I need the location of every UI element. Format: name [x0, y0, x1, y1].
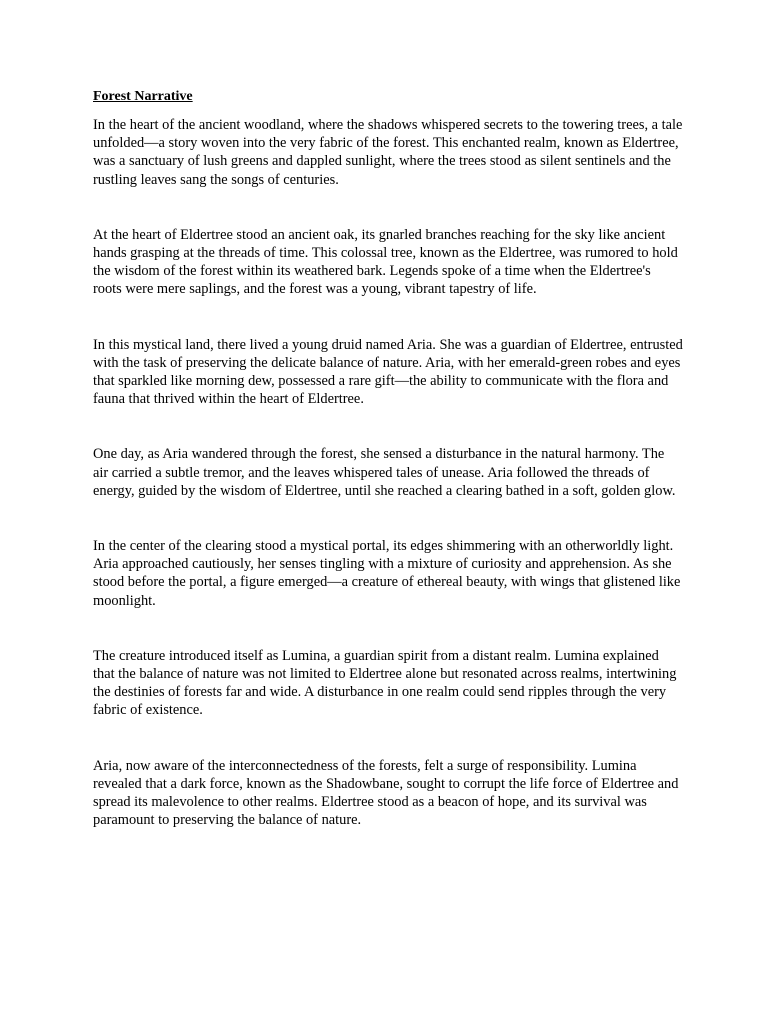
paragraph-6: The creature introduced itself as Lumina, a guardian spirit from a distant realm. Lumina explained that the balance of nature was not limited to Eldertree alone but resonated across realms, intertwining the destinies of forests far and wide. A disturbance in one realm could send ripples through the very fabric of existence.	[93, 647, 677, 719]
paragraph-7: Aria, now aware of the interconnectedness of the forests, felt a surge of responsibility. Lumina revealed that a dark force, known as the Shadowbane, sought to corrupt the life force of Eldertree and spread its malevolence to other realms. Eldertree stood as a beacon of hope, and its survival was paramount to preserving the balance of nature.	[93, 757, 679, 829]
paragraph-4: One day, as Aria wandered through the forest, she sensed a disturbance in the natural harmony. The air carried a subtle tremor, and the leaves whispered tales of unease. Aria followed the threads of energy, guided by the wisdom of Eldertree, until she reached a clearing bathed in a soft, golden glow.	[93, 446, 676, 499]
document-page	[93, 88, 683, 866]
paragraph-2: At the heart of Eldertree stood an ancient oak, its gnarled branches reaching for the sky like ancient hands grasping at the threads of time. This colossal tree, known as the Eldertree, was rumored to hold the wisdom of the forest within its weathered bark. Legends spoke of a time when the Eldertree's roots were mere saplings, and the forest was a young, vibrant tapestry of life.	[93, 226, 678, 298]
paragraph-5: In the center of the clearing stood a mystical portal, its edges shimmering with an otherworldly light. Aria approached cautiously, her senses tingling with a mixture of curiosity and apprehension. As she stood before the portal, a figure emerged—a creature of ethereal beauty, with wings that glistened like moonlight.	[93, 538, 681, 609]
document-title: Forest Narrative	[93, 89, 193, 104]
paragraph-3: In this mystical land, there lived a young druid named Aria. She was a guardian of Eldertree, entrusted with the task of preserving the delicate balance of nature. Aria, with her emerald-green robes and eyes that sparkled like morning dew, possessed a rare gift—the ability to communicate with the flora and fauna that thrived within the heart of Eldertree.	[93, 336, 683, 408]
paragraph-1: In the heart of the ancient woodland, where the shadows whispered secrets to the towering trees, a tale unfolded—a story woven into the very fabric of the forest. This enchanted realm, known as Eldertree, was a sanctuary of lush greens and dappled sunlight, where the trees stood as silent sentinels and the rustling leaves sang the songs of centuries.	[93, 117, 683, 188]
